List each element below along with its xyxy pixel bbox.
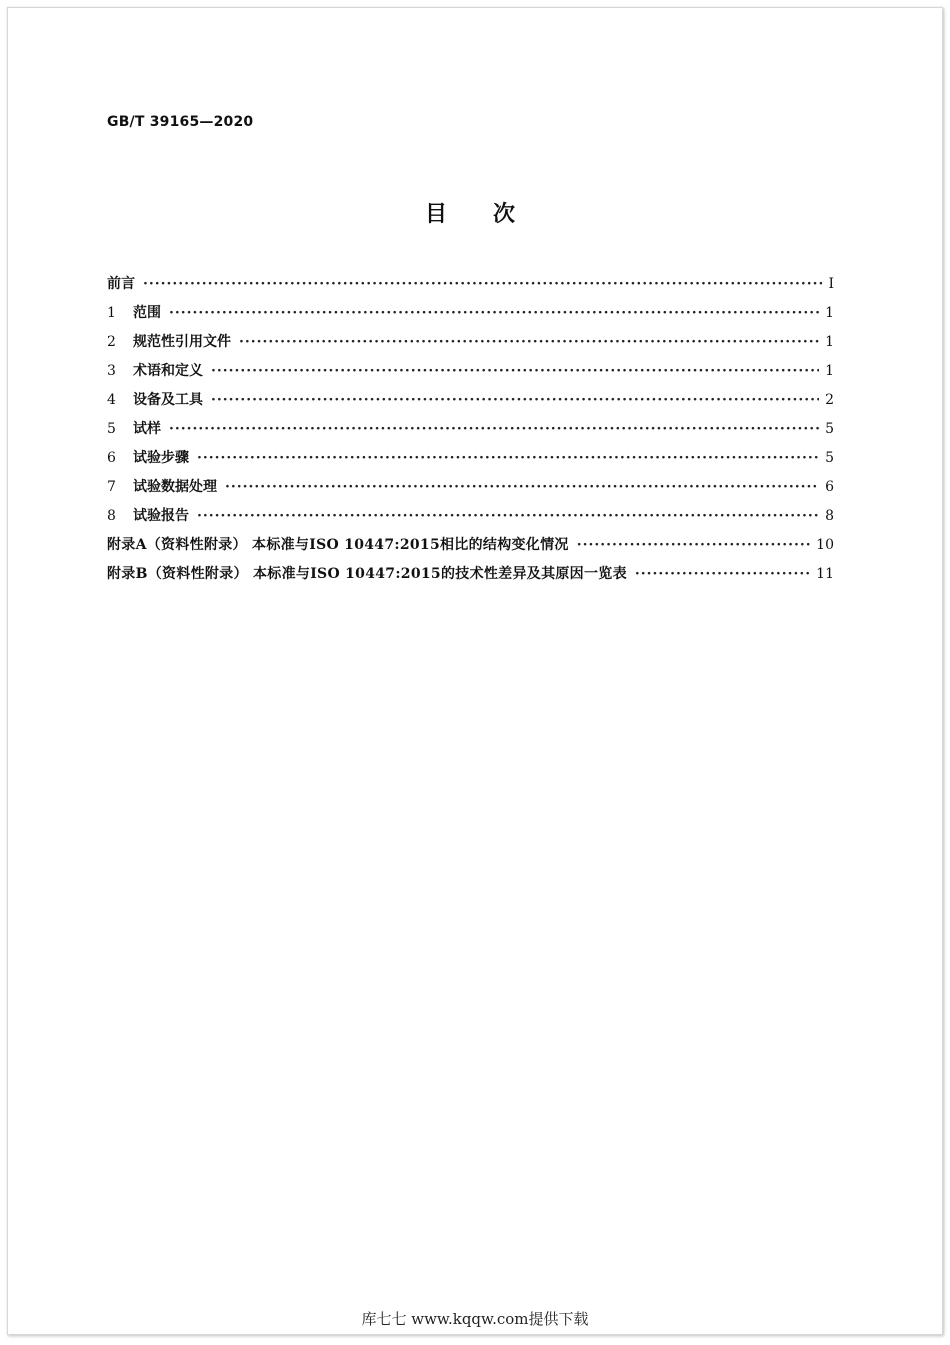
toc-leader-dots xyxy=(169,299,819,328)
toc-entry-test-report[interactable] xyxy=(107,502,834,531)
toc-entry-annex-b[interactable] xyxy=(107,560,834,589)
toc-entry-page: Ⅰ xyxy=(828,276,834,292)
toc-entry-number: 3 xyxy=(107,363,116,379)
toc-entry-page: 1 xyxy=(825,363,834,379)
toc-entry-page: 11 xyxy=(816,566,834,582)
toc-entry-test-procedure[interactable] xyxy=(107,444,834,473)
toc-entry-label: 附录B（资料性附录） 本标准与ISO 10447:2015的技术性差异及其原因一览表 xyxy=(107,566,627,582)
toc-leader-dots xyxy=(197,502,819,531)
toc-entry-number: 4 xyxy=(107,392,116,408)
toc-entry-page: 8 xyxy=(825,508,834,524)
toc-entry-page: 5 xyxy=(825,450,834,466)
toc-entry-label: 试样 xyxy=(133,421,161,437)
toc-entry-label: 范围 xyxy=(133,305,161,321)
toc-entry-label: 术语和定义 xyxy=(133,363,203,379)
toc-entry-label: 试验步骤 xyxy=(133,450,189,466)
toc-entry-label: 规范性引用文件 xyxy=(133,334,231,350)
page-title: 目次 xyxy=(424,202,561,227)
toc-entry-label: 前言 xyxy=(107,276,135,292)
toc-entry-specimens[interactable] xyxy=(107,415,834,444)
toc-entry-page: 5 xyxy=(825,421,834,437)
toc-entry-number: 2 xyxy=(107,334,116,350)
toc-entry-page: 10 xyxy=(816,537,834,553)
toc-leader-dots xyxy=(169,415,819,444)
toc-leader-dots xyxy=(225,473,819,502)
toc-leader-dots xyxy=(211,357,819,386)
toc-entry-label: 试验报告 xyxy=(133,508,189,524)
toc-entry-annex-a[interactable] xyxy=(107,531,834,560)
toc-leader-dots xyxy=(197,444,819,473)
toc-entry-label: 附录A（资料性附录） 本标准与ISO 10447:2015相比的结构变化情况 xyxy=(107,537,569,553)
toc-entry-data-processing[interactable] xyxy=(107,473,834,502)
toc-entry-number: 8 xyxy=(107,508,116,524)
toc-entry-page: 1 xyxy=(825,334,834,350)
toc-entry-number: 1 xyxy=(107,305,116,321)
toc-entry-equipment-tools[interactable] xyxy=(107,386,834,415)
toc-entry-page: 1 xyxy=(825,305,834,321)
toc-entry-page: 2 xyxy=(825,392,834,408)
toc-entry-label: 设备及工具 xyxy=(133,392,203,408)
toc-entry-number: 6 xyxy=(107,450,116,466)
toc-leader-dots xyxy=(577,531,810,560)
toc-entry-page: 6 xyxy=(825,479,834,495)
toc-leader-dots xyxy=(211,386,819,415)
toc-entry-normative-references[interactable] xyxy=(107,328,834,357)
toc-entry-terms-definitions[interactable] xyxy=(107,357,834,386)
standard-number: GB/T 39165—2020 xyxy=(107,114,254,130)
toc-entry-scope[interactable] xyxy=(107,299,834,328)
toc-leader-dots xyxy=(239,328,819,357)
toc-leader-dots xyxy=(635,560,810,589)
toc-entry-label: 试验数据处理 xyxy=(133,479,217,495)
download-source-footer: 库七七 www.kqqw.com提供下载 xyxy=(361,1310,589,1328)
toc-entry-foreword[interactable] xyxy=(107,270,834,299)
table-of-contents xyxy=(107,270,834,589)
toc-entry-number: 7 xyxy=(107,479,116,495)
toc-entry-number: 5 xyxy=(107,421,116,437)
toc-leader-dots xyxy=(143,270,822,299)
